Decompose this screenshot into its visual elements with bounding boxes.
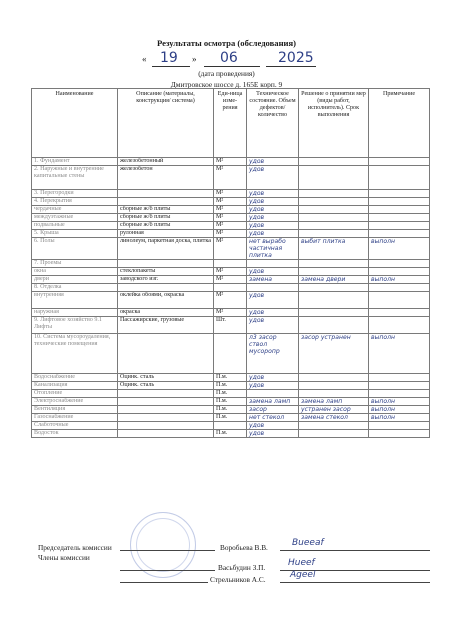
- row-name: Слаботочные: [32, 422, 118, 430]
- row-unit: М²: [214, 222, 247, 230]
- row-decision: [299, 309, 369, 317]
- table-row: [32, 238, 430, 260]
- row-decision: [299, 158, 369, 166]
- row-description: [118, 422, 214, 430]
- row-note: [369, 230, 430, 238]
- row-unit: М²: [214, 268, 247, 276]
- row-unit: М²: [214, 309, 247, 317]
- date-month: 06: [220, 50, 238, 66]
- row-description: [118, 190, 214, 198]
- row-note: [369, 374, 430, 382]
- table-row: [32, 390, 430, 398]
- chair-label: Председатель комиссии: [38, 543, 112, 552]
- row-unit: Шт.: [214, 317, 247, 334]
- table-row: [32, 406, 430, 414]
- row-note: [369, 190, 430, 198]
- col-header-description: Описание (материалы, конструкция/ система): [118, 89, 214, 158]
- row-name: Отопление: [32, 390, 118, 398]
- row-note: [369, 382, 430, 390]
- member1-name: Васьбудин З.П.: [218, 563, 266, 572]
- row-decision: [299, 260, 369, 268]
- table-row: [32, 382, 430, 390]
- members-label: Члены комиссии: [38, 553, 90, 562]
- table-row: [32, 334, 430, 374]
- row-unit: М²: [214, 230, 247, 238]
- row-description: Оцинк. сталь: [118, 374, 214, 382]
- row-state: удов: [247, 309, 299, 317]
- row-state: удов: [247, 158, 299, 166]
- row-note: [369, 422, 430, 430]
- row-decision: [299, 284, 369, 292]
- row-state: удов: [247, 268, 299, 276]
- row-name: двери: [32, 276, 118, 284]
- table-header-row: [32, 89, 430, 158]
- row-description: [118, 398, 214, 406]
- row-name: 8. Отделка: [32, 284, 118, 292]
- row-note: выполн: [369, 276, 430, 284]
- row-state: удов: [247, 222, 299, 230]
- row-unit: М²: [214, 166, 247, 190]
- row-unit: М²: [214, 214, 247, 222]
- row-description: рулонная: [118, 230, 214, 238]
- row-state: удов: [247, 206, 299, 214]
- chair-signature: Bueeaf: [292, 538, 324, 548]
- table-row: [32, 317, 430, 334]
- row-decision: [299, 206, 369, 214]
- row-state: [247, 284, 299, 292]
- row-decision: [299, 390, 369, 398]
- row-decision: выбит плитка: [299, 238, 369, 260]
- row-note: [369, 284, 430, 292]
- row-name: 10. Система мусороудаления, технические помещения: [32, 334, 118, 374]
- date-day: 19: [160, 50, 178, 66]
- member2-signature: Ageel: [290, 570, 316, 580]
- quote-open: «: [142, 54, 147, 64]
- row-name: 2. Наружные и внутренние капитальные стены: [32, 166, 118, 190]
- row-unit: П.м.: [214, 382, 247, 390]
- member1-signature: Hueef: [288, 558, 315, 568]
- row-description: [118, 198, 214, 206]
- row-note: [369, 309, 430, 317]
- row-note: [369, 260, 430, 268]
- row-decision: [299, 317, 369, 334]
- row-state: удов: [247, 422, 299, 430]
- table-row: [32, 430, 430, 438]
- row-decision: [299, 422, 369, 430]
- row-description: Оцинк. сталь: [118, 382, 214, 390]
- document-title: Результаты осмотра (обследования): [157, 38, 296, 48]
- inspection-date: [138, 52, 318, 68]
- row-note: [369, 198, 430, 206]
- row-note: выполн: [369, 406, 430, 414]
- row-description: [118, 284, 214, 292]
- row-name: 7. Проемы: [32, 260, 118, 268]
- row-decision: [299, 214, 369, 222]
- row-name: Канализация: [32, 382, 118, 390]
- row-unit: [214, 422, 247, 430]
- table-row: [32, 422, 430, 430]
- row-description: железобетон: [118, 166, 214, 190]
- row-state: нет вырабо частичная плитка: [247, 238, 299, 260]
- row-unit: П.м.: [214, 406, 247, 414]
- row-state: л3 засор ствол мусоропр: [247, 334, 299, 374]
- table-row: [32, 260, 430, 268]
- table-row: [32, 374, 430, 382]
- row-name: окна: [32, 268, 118, 276]
- row-note: выполн: [369, 334, 430, 374]
- row-name: Газоснабжение: [32, 414, 118, 422]
- col-header-unit: Еди-ница изме-рения: [214, 89, 247, 158]
- table-row: [32, 276, 430, 284]
- table-row: [32, 198, 430, 206]
- member1-line: [120, 570, 215, 571]
- row-name: Электроснабжение: [32, 398, 118, 406]
- row-description: [118, 260, 214, 268]
- row-state: удов: [247, 230, 299, 238]
- row-note: [369, 430, 430, 438]
- row-name: 4. Перекрытия: [32, 198, 118, 206]
- table-row: [32, 309, 430, 317]
- row-state: удов: [247, 198, 299, 206]
- row-state: удов: [247, 374, 299, 382]
- row-state: удов: [247, 292, 299, 309]
- row-decision: [299, 268, 369, 276]
- row-decision: засор устранен: [299, 334, 369, 374]
- table-row: [32, 158, 430, 166]
- row-unit: П.м.: [214, 430, 247, 438]
- table-row: [32, 268, 430, 276]
- row-decision: замена ламп: [299, 398, 369, 406]
- row-decision: [299, 292, 369, 309]
- row-decision: [299, 222, 369, 230]
- row-name: 9. Лифтовое хозяйство 9.1 Лифты: [32, 317, 118, 334]
- inspection-table: [31, 88, 430, 438]
- row-name: наружная: [32, 309, 118, 317]
- row-description: стеклопакеты: [118, 268, 214, 276]
- row-note: выполн: [369, 398, 430, 406]
- member2-name-line: [280, 582, 430, 583]
- month-underline: [204, 66, 260, 67]
- row-description: [118, 334, 214, 374]
- row-unit: [214, 260, 247, 268]
- address: Дмитровское шоссе д. 165Е корп. 9: [170, 80, 283, 89]
- row-note: [369, 268, 430, 276]
- row-unit: М²: [214, 158, 247, 166]
- row-name: подвальные: [32, 222, 118, 230]
- row-unit: П.м.: [214, 374, 247, 382]
- row-state: удов: [247, 166, 299, 190]
- official-stamp: [130, 512, 196, 578]
- row-note: [369, 206, 430, 214]
- table-row: [32, 284, 430, 292]
- row-description: линолеум, паркетная доска, плитка: [118, 238, 214, 260]
- year-underline: [266, 66, 316, 67]
- row-decision: [299, 374, 369, 382]
- row-description: [118, 414, 214, 422]
- row-name: 1. Фундамент: [32, 158, 118, 166]
- col-header-name: Наименование: [32, 89, 118, 158]
- row-decision: [299, 198, 369, 206]
- row-decision: [299, 166, 369, 190]
- row-decision: устранен засор: [299, 406, 369, 414]
- col-header-decision: Решение о принятии мер (виды работ, исполнитель). Срок выполнения: [299, 89, 369, 158]
- row-unit: М²: [214, 276, 247, 284]
- row-description: заводского изг.: [118, 276, 214, 284]
- row-description: сборные ж/б плиты: [118, 214, 214, 222]
- row-state: замена: [247, 276, 299, 284]
- table-body: [32, 158, 430, 438]
- row-description: [118, 406, 214, 414]
- row-description: [118, 390, 214, 398]
- row-name: Водоснабжение: [32, 374, 118, 382]
- row-unit: П.м.: [214, 398, 247, 406]
- member2-name: Стрельников А.С.: [210, 575, 266, 584]
- row-unit: М²: [214, 238, 247, 260]
- row-state: удов: [247, 190, 299, 198]
- row-state: засор: [247, 406, 299, 414]
- chair-signature-line: [120, 550, 215, 551]
- table-row: [32, 166, 430, 190]
- row-unit: М²: [214, 198, 247, 206]
- chair-name: Воробьева В.В.: [220, 543, 268, 552]
- table-row: [32, 214, 430, 222]
- row-decision: [299, 230, 369, 238]
- row-name: внутренняя: [32, 292, 118, 309]
- row-decision: замена двери: [299, 276, 369, 284]
- row-description: оклейка обоями, окраска: [118, 292, 214, 309]
- row-unit: П.м.: [214, 414, 247, 422]
- chair-name-line: [280, 550, 430, 551]
- date-year: 2025: [278, 50, 314, 66]
- row-name: междуэтажные: [32, 214, 118, 222]
- row-unit: М²: [214, 292, 247, 309]
- row-state: удов: [247, 430, 299, 438]
- row-unit: М²: [214, 190, 247, 198]
- row-name: чердачные: [32, 206, 118, 214]
- row-description: сборные ж/б плиты: [118, 206, 214, 214]
- row-decision: [299, 190, 369, 198]
- row-unit: М²: [214, 206, 247, 214]
- quote-close: »: [192, 54, 197, 64]
- row-unit: [214, 284, 247, 292]
- col-header-note: Примечание: [369, 89, 430, 158]
- day-underline: [152, 66, 190, 67]
- row-state: [247, 260, 299, 268]
- row-note: выполн: [369, 238, 430, 260]
- row-description: [118, 430, 214, 438]
- row-description: железобетонный: [118, 158, 214, 166]
- row-description: окраска: [118, 309, 214, 317]
- table-row: [32, 292, 430, 309]
- col-header-state: Техническое состояние. Объем дефектов/ количество: [247, 89, 299, 158]
- row-description: сборные ж/б плиты: [118, 222, 214, 230]
- row-description: Пассажирские, грузовые: [118, 317, 214, 334]
- row-state: замена ламп: [247, 398, 299, 406]
- row-name: Вентиляция: [32, 406, 118, 414]
- row-unit: П.м.: [214, 390, 247, 398]
- row-decision: [299, 382, 369, 390]
- row-note: выполн: [369, 414, 430, 422]
- row-unit: [214, 334, 247, 374]
- table-row: [32, 414, 430, 422]
- member2-line: [120, 582, 208, 583]
- row-name: 6. Полы: [32, 238, 118, 260]
- row-name: 3. Перегородки: [32, 190, 118, 198]
- table-row: [32, 398, 430, 406]
- row-note: [369, 222, 430, 230]
- row-note: [369, 214, 430, 222]
- row-decision: [299, 430, 369, 438]
- row-state: удов: [247, 317, 299, 334]
- row-note: [369, 166, 430, 190]
- row-state: удов: [247, 214, 299, 222]
- row-note: [369, 317, 430, 334]
- row-note: [369, 292, 430, 309]
- row-state: удов: [247, 382, 299, 390]
- row-name: 5. Крыша: [32, 230, 118, 238]
- row-note: [369, 158, 430, 166]
- table-row: [32, 190, 430, 198]
- table-row: [32, 206, 430, 214]
- row-note: [369, 390, 430, 398]
- row-decision: замена стекол: [299, 414, 369, 422]
- row-state: нет стекол: [247, 414, 299, 422]
- date-caption: (дата проведения): [198, 69, 255, 78]
- row-state: [247, 390, 299, 398]
- table-row: [32, 222, 430, 230]
- row-name: Водосток: [32, 430, 118, 438]
- table-row: [32, 230, 430, 238]
